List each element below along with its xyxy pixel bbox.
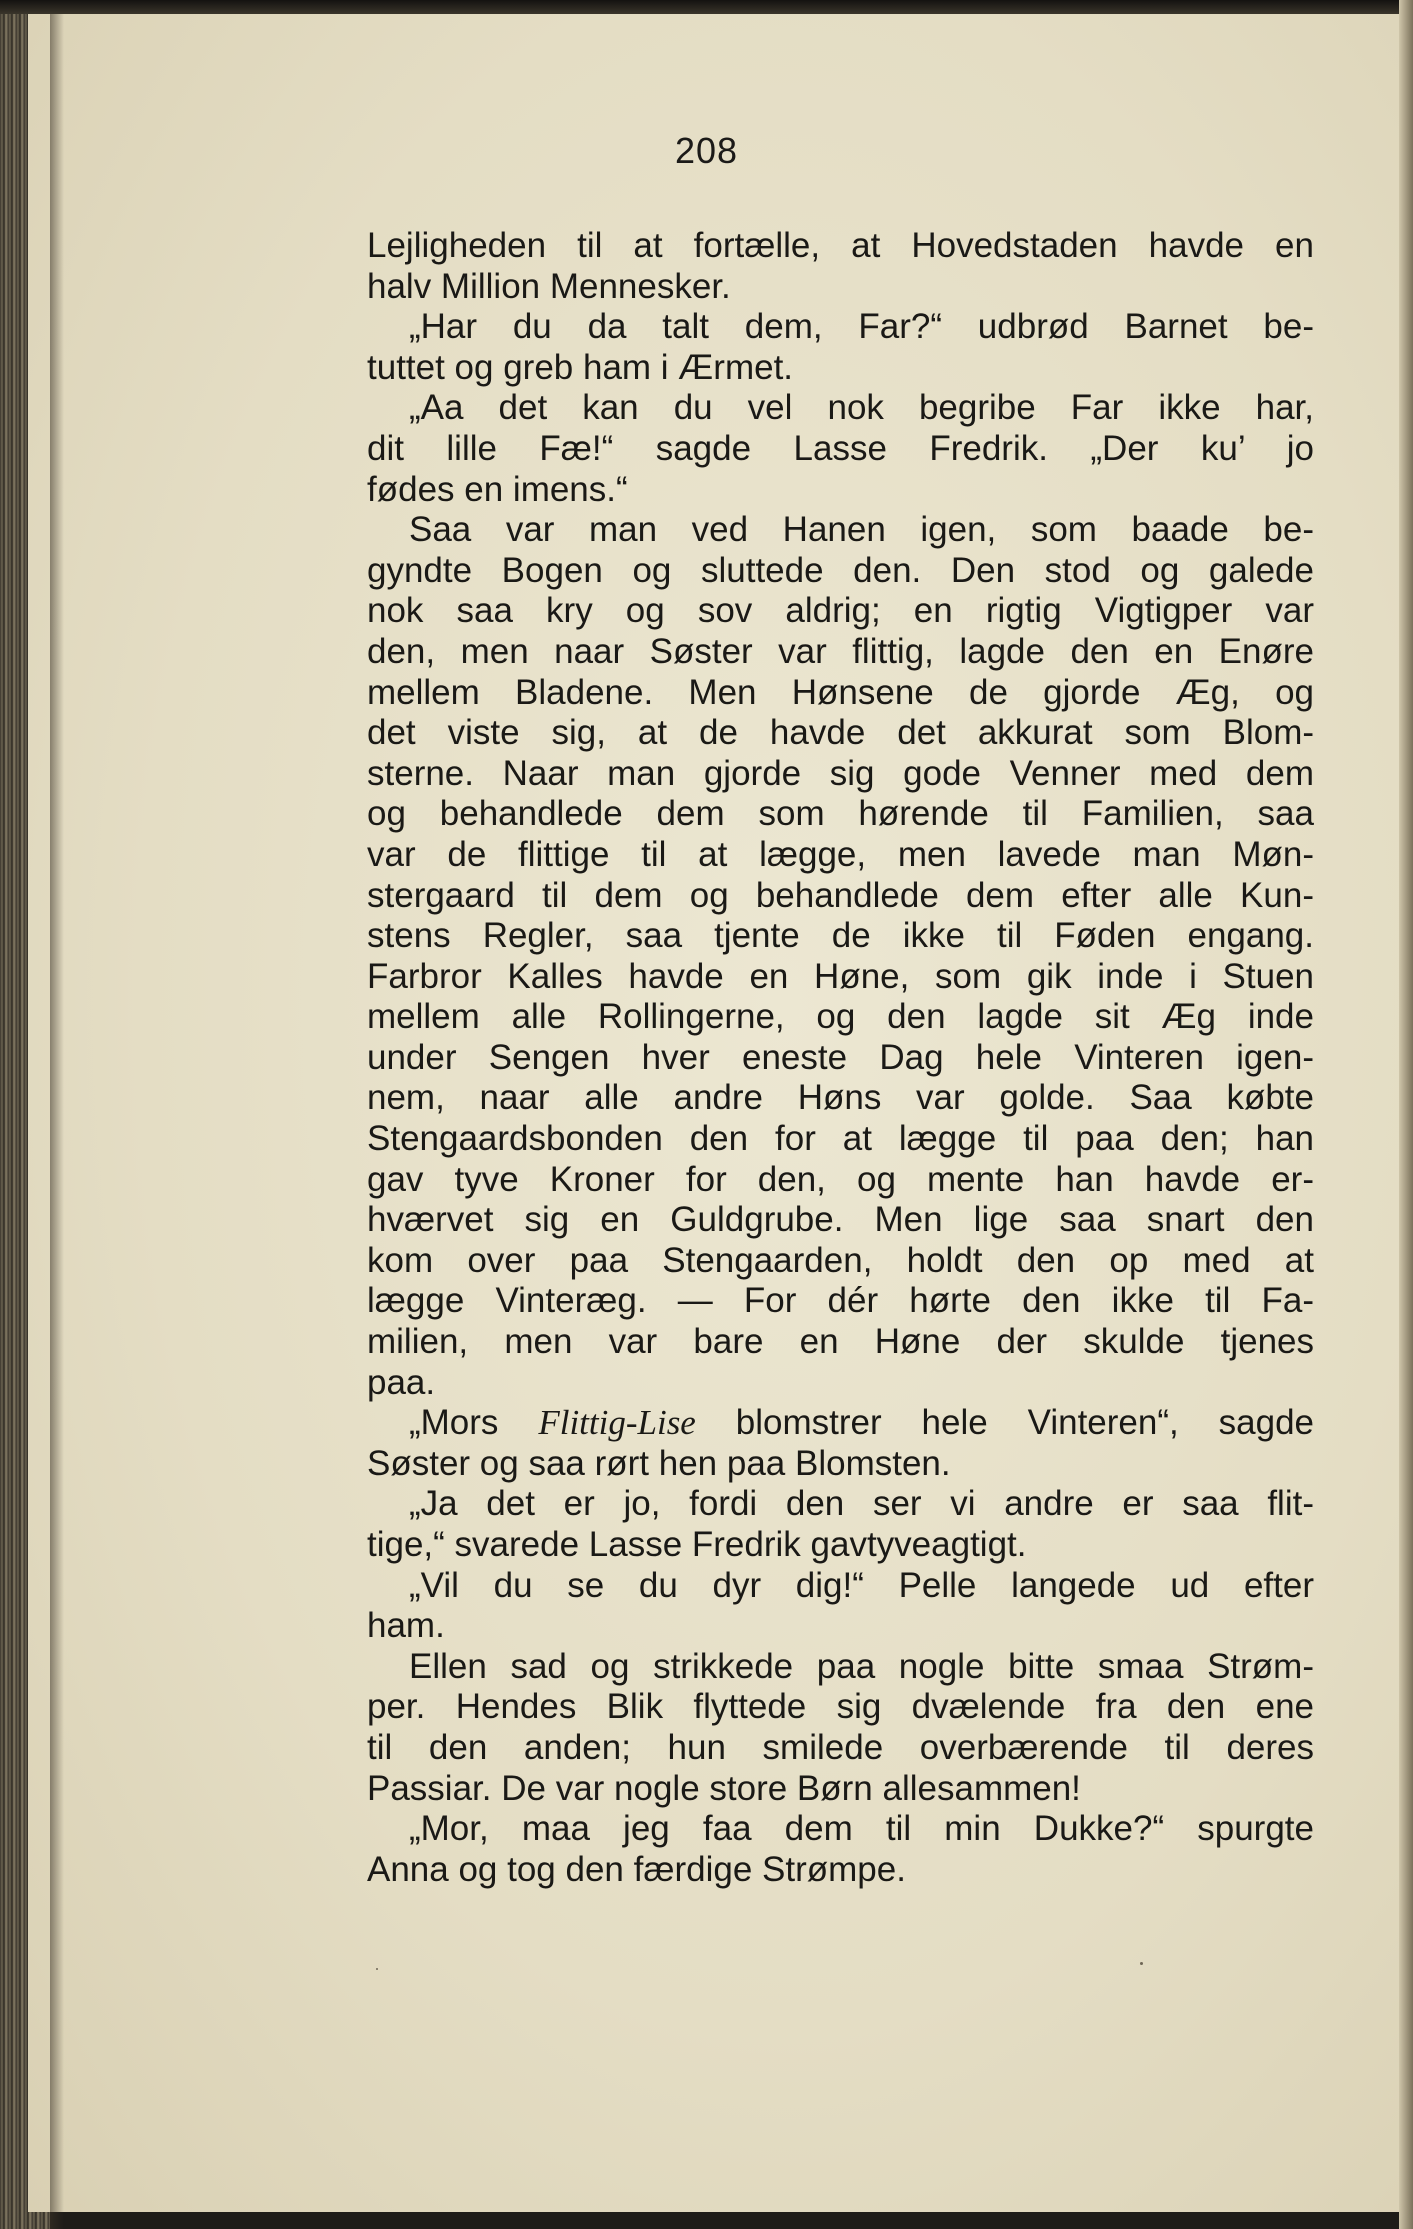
text-line: mellem Bladene. Men Hønsene de gjorde Æg, og (367, 672, 1314, 712)
text-line: „Aa det kan du vel nok begribe Far ikke har, (409, 388, 1314, 428)
text-line: var de flittige til at lægge, men lavede man Møn- (367, 834, 1314, 874)
text-line: og behandlede dem som hørende til Familien, saa (367, 794, 1314, 834)
text-line: per. Hendes Blik flyttede sig dvælende fra den ene (367, 1687, 1314, 1727)
text-line: stens Regler, saa tjente de ikke til Føden engang. (367, 916, 1314, 956)
text-line: milien, men var bare en Høne der skulde tjenes (367, 1322, 1314, 1362)
text-line: fødes en imens.“ (367, 469, 628, 509)
page-gutter-shadow (50, 0, 64, 2229)
text-line: gyndte Bogen og sluttede den. Den stod og galede (367, 550, 1314, 590)
text-line: lægge Vinteræg. — For dér hørte den ikke til Fa- (367, 1281, 1314, 1321)
text-line: kom over paa Stengaarden, holdt den op med at (367, 1240, 1314, 1280)
paper-speck (1140, 1962, 1143, 1965)
text-line: paa. (367, 1362, 436, 1402)
text-line: Farbror Kalles havde en Høne, som gik inde i Stuen (367, 956, 1314, 996)
text-line: til den anden; hun smilede overbærende til deres (367, 1727, 1314, 1767)
text-line: nok saa kry og sov aldrig; en rigtig Vigtigper var (367, 591, 1314, 631)
text-line: halv Million Mennesker. (367, 266, 731, 306)
text-line: nem, naar alle andre Høns var golde. Saa købte (367, 1078, 1314, 1118)
text-line: gav tyve Kroner for den, og mente han havde er- (367, 1159, 1314, 1199)
text-line (367, 1403, 1314, 1444)
top-edge (0, 0, 1413, 14)
text-line: ham. (367, 1606, 445, 1646)
paper-speck (376, 1968, 378, 1970)
text-line: under Sengen hver eneste Dag hele Vinteren igen- (367, 1037, 1314, 1077)
text-line: dit lille Fæ!“ sagde Lasse Fredrik. „Der ku’ jo (367, 428, 1314, 468)
text-line: det viste sig, at de havde det akkurat som Blom- (367, 713, 1314, 753)
italic-title: Flittig-Lise (538, 1403, 696, 1443)
text-line: „Mor, maa jeg faa dem til min Dukke?“ spurgte (409, 1809, 1314, 1849)
text-line: Saa var man ved Hanen igen, som baade be- (409, 510, 1314, 550)
text-line: Passiar. De var nogle store Børn allesammen! (367, 1768, 1081, 1808)
text-line: den, men naar Søster var flittig, lagde den en Enøre (367, 631, 1314, 671)
text-segment: „Mors (409, 1403, 539, 1443)
text-line: „Vil du se du dyr dig!“ Pelle langede ud efter (409, 1565, 1314, 1605)
text-line: stergaard til dem og behandlede dem efter alle Kun- (367, 875, 1314, 915)
text-line: Lejligheden til at fortælle, at Hovedstaden havde en (367, 226, 1314, 265)
text-line: sterne. Naar man gjorde sig gode Venner med dem (367, 753, 1314, 793)
text-line: Ellen sad og strikkede paa nogle bitte smaa Strøm- (409, 1646, 1314, 1686)
text-line: hværvet sig en Guldgrube. Men lige saa snart den (367, 1200, 1314, 1240)
text-line: „Har du da talt dem, Far?“ udbrød Barnet be- (409, 307, 1314, 347)
text-line: tuttet og greb ham i Ærmet. (367, 347, 794, 387)
text-segment: blomstrer hele Vinteren“, sagde (695, 1403, 1314, 1443)
text-line: Søster og saa rørt hen paa Blomsten. (367, 1443, 951, 1483)
page-right-edge (1399, 0, 1413, 2229)
page-number: 208 (674, 130, 739, 171)
text-line: Stengaardsbonden den for at lægge til paa den; han (367, 1119, 1314, 1159)
text-line: tige,“ svarede Lasse Fredrik gavtyveagtigt. (367, 1525, 1027, 1564)
text-line: „Ja det er jo, fordi den ser vi andre er saa flit- (409, 1484, 1314, 1524)
body-text (367, 226, 1314, 1890)
text-line: Anna og tog den færdige Strømpe. (367, 1849, 906, 1889)
text-line: mellem alle Rollingerne, og den lagde sit Æg inde (367, 997, 1314, 1037)
